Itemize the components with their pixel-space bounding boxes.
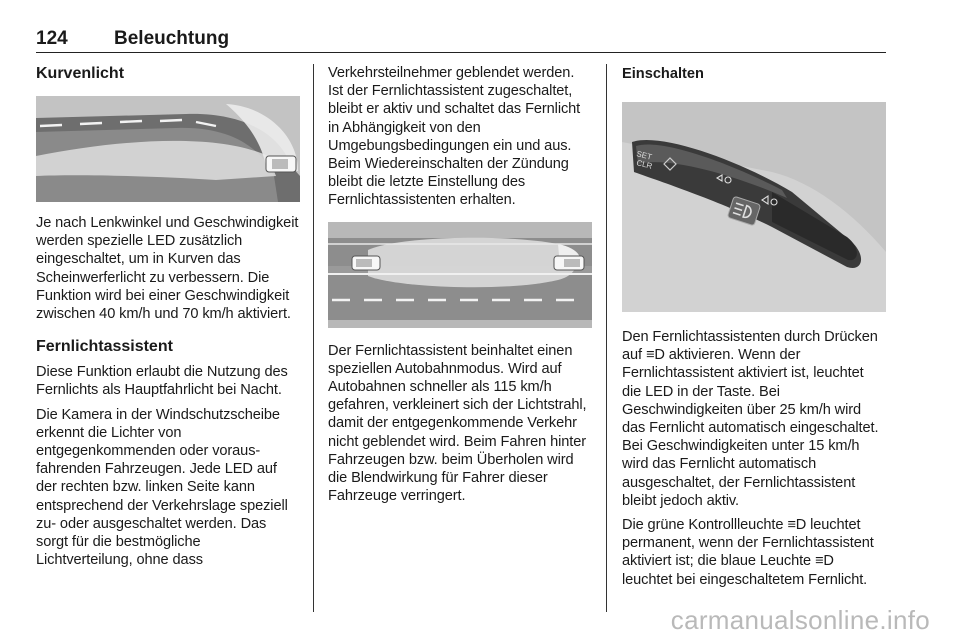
clr-label: CLR	[635, 158, 654, 171]
paragraph: Die Kamera in der Windschutzscheibe erkennt die Lichter von entgegenkommenden oder vorausfahrenden Fahrzeugen. Jede LED auf der rechten bzw. linken Seite kann entsprechend der Verkehrslage speziell zu- oder ausgeschaltet werden. Das sorgt für die bestmögliche Lichtverteilung, ohne dass	[36, 406, 288, 569]
light-switch-lever-illustration	[622, 102, 886, 312]
paragraph: Diese Funktion erlaubt die Nutzung des Fernlichts als Hauptfahrlicht bei Nacht.	[36, 364, 288, 399]
paragraph: Je nach Lenkwinkel und Geschwindigkeit werden spezielle LED zusätzlich eingeschaltet, um in Kurven das Scheinwerferlicht zu verbessern. Die Funktion wird bei einer Geschwindigkeit zwischen 40 km/h und 70 km/h aktiviert.	[36, 215, 299, 323]
column-2	[328, 64, 592, 505]
page-number: 124	[36, 28, 68, 49]
section-heading-kurvenlicht: Kurvenlicht	[36, 65, 125, 82]
column-1	[36, 64, 300, 569]
paragraph: Verkehrsteilnehmer geblendet werden. Ist der Fernlichtassistent zugeschaltet, bleibt er aktiv und schaltet das Fernlicht in Abhängigkeit von den Umgebungsbedingungen ein und aus. Beim Wiedereinschalten der Zündung bleibt die letzte Einstellung des Fernlichtassistenten erhalten.	[328, 65, 581, 209]
column-divider	[606, 64, 607, 612]
watermark: carmanualsonline.info	[670, 605, 930, 635]
paragraph: Die grüne Kontrollleuchte ≡D leuchtet permanent, wenn der Fernlichtassistent aktiviert ist; die blaue Leuchte ≡D leuchtet bei eingeschaltetem Fernlicht.	[622, 517, 874, 588]
set-label: SET	[635, 149, 653, 162]
section-heading-einschalten: Einschalten	[622, 66, 704, 82]
column-3	[622, 64, 886, 589]
chapter-title: Beleuchtung	[114, 28, 230, 49]
cornering-light-illustration	[36, 96, 300, 202]
paragraph: Der Fernlichtassistent beinhaltet einen speziellen Autobahnmodus. Wird auf Autobahnen schneller als 115 km/h gefahren, verkleinert sich der Lichtstrahl, damit der entgegenkommende Verkehr nicht geblendet wird. Beim Fahren hinter Fahrzeugen bzw. beim Überholen wird die Blendwirkung für Fahrer dieser Fahrzeuge verringert.	[328, 342, 587, 505]
column-divider	[313, 64, 314, 612]
page-header	[36, 24, 886, 53]
section-heading-fernlichtassistent: Fernlichtassistent	[36, 338, 173, 356]
paragraph: Den Fernlichtassistenten durch Drücken auf ≡D aktivieren. Wenn der Fernlichtassistent aktiviert ist, leuchtet die LED in der Taste. Bei Geschwindigkeiten über 25 km/h wird das Fernlicht automatisch eingeschaltet. Bei Geschwindigkeiten unter 15 km/h wird das Fernlicht automatisch ausgeschaltet, der Fernlichtassistent bleibt jedoch aktiv.	[622, 329, 879, 509]
motorway-mode-illustration	[328, 222, 592, 328]
